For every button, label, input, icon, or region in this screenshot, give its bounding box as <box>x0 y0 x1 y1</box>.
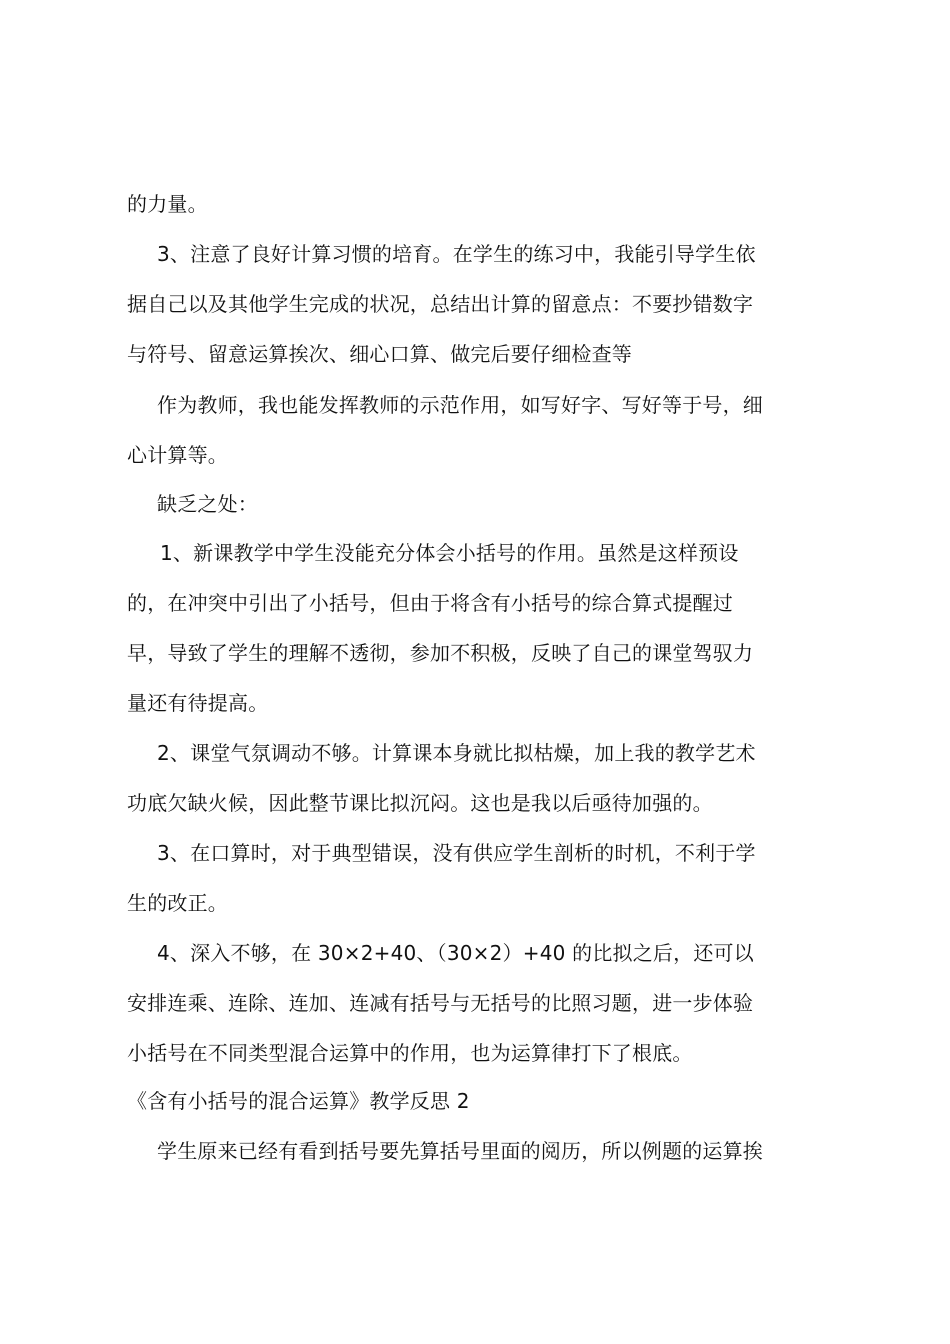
paragraph-line: 2、课堂气氛调动不够。计算课本身就比拟枯燥，加上我的教学艺术 <box>157 741 756 765</box>
paragraph-line: 小括号在不同类型混合运算中的作用，也为运算律打下了根底。 <box>127 1041 693 1065</box>
paragraph-line: 作为教师，我也能发挥教师的示范作用，如写好字、写好等于号，细 <box>157 393 763 417</box>
paragraph-line: 3、在口算时，对于典型错误，没有供应学生剖析的时机，不利于学 <box>157 841 756 865</box>
paragraph-line: 的力量。 <box>127 192 208 216</box>
paragraph-line: 1、新课教学中学生没能充分体会小括号的作用。虽然是这样预设 <box>160 541 739 565</box>
paragraph-line: 学生原来已经有看到括号要先算括号里面的阅历，所以例题的运算挨 <box>157 1139 763 1163</box>
paragraph-line: 量还有待提高。 <box>127 691 269 715</box>
paragraph-line: 早，导致了学生的理解不透彻，参加不积极，反映了自己的课堂驾驭力 <box>127 641 754 665</box>
paragraph-line: 的，在冲突中引出了小括号，但由于将含有小括号的综合算式提醒过 <box>127 591 733 615</box>
paragraph-line: 据自己以及其他学生完成的状况，总结出计算的留意点：不要抄错数字 <box>127 292 754 316</box>
paragraph-line: 4、深入不够，在 30×2+40、（30×2）+40 的比拟之后，还可以 <box>157 941 754 965</box>
paragraph-line: 心计算等。 <box>127 443 228 467</box>
paragraph-line: 与符号、留意运算挨次、细心口算、做完后要仔细检查等 <box>127 342 632 366</box>
document-title: 《含有小括号的混合运算》教学反思 2 <box>127 1089 470 1113</box>
paragraph-line: 3、注意了良好计算习惯的培育。在学生的练习中，我能引导学生依 <box>157 242 756 266</box>
section-heading: 缺乏之处： <box>157 492 258 516</box>
paragraph-line: 安排连乘、连除、连加、连减有括号与无括号的比照习题，进一步体验 <box>127 991 754 1015</box>
paragraph-line: 功底欠缺火候，因此整节课比拟沉闷。这也是我以后亟待加强的。 <box>127 791 713 815</box>
paragraph-line: 生的改正。 <box>127 891 228 915</box>
